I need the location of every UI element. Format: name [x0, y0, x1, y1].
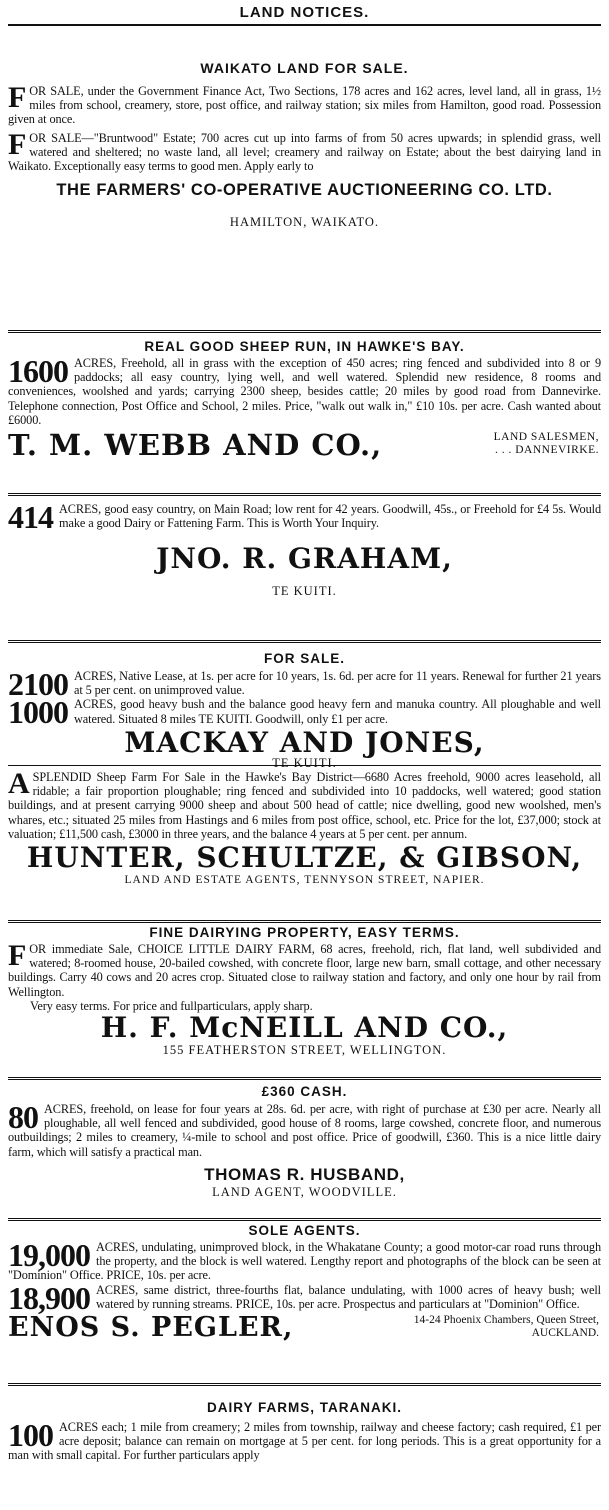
ad-hunter: [8, 767, 601, 920]
firm-address: LAND AGENT, WOODVILLE.: [212, 1184, 397, 1199]
ad-terms: Very easy terms. For price and fullparticulars, apply sharp.: [30, 998, 313, 1013]
ad-paragraph: [8, 939, 601, 999]
ad-graham: [8, 499, 601, 640]
ad-paragraph: [8, 127, 601, 174]
divider: [8, 1218, 601, 1221]
ad-paragraph: [8, 1417, 601, 1463]
drop-cap: F: [8, 939, 27, 972]
section-heading: REAL GOOD SHEEP RUN, IN HAWKE'S BAY.: [144, 339, 465, 354]
divider: [8, 493, 601, 496]
ad-text: ACRES, good heavy bush and the balance good heavy fern and manuka country. All ploughable and well watered. Situated 8 miles TE KUITI. Goodwill, only £1 per acre.: [74, 697, 601, 726]
acreage-number: 2100: [8, 666, 68, 702]
agent-line: . . . DANNEVIRKE.: [494, 444, 599, 457]
ad-text: ACRES, freehold, on lease for four years at 28s. 6d. per acre, with right of purchase at £30 per acre. Nearly all ploughable, all well fenced and subdivided, good house of 8 rooms, large cowshed, concrete floor, and numerous outbuildings; 2 miles to creamery, ¼-mile to school and post office. Price of goodwill, £360. This is a nice little dairy farm, which will satisfy a practical man.: [8, 1102, 601, 1159]
ad-paragraph: [8, 499, 601, 535]
firm-name: HUNTER, SCHULTZE, & GIBSON,: [26, 841, 583, 875]
ad-text: OR SALE—"Bruntwood" Estate; 700 acres cut up into farms of from 50 acres upwards; in splendid grass, well watered and sheltered; no waste land, all level; creamery and railway on Estate; about the best dairying land in Waikato. Exceptionally easy terms to good men. Apply early to: [8, 130, 601, 174]
ad-text: OR immediate Sale, CHOICE LITTLE DAIRY FARM, 68 acres, freehold, rich, flat land, well subdivided and watered; 8-roomed house, 20-bailed cowshed, with concrete floor, large new barn, small cottage, and other necessary buildings. Carry 40 cows and 20 acres crop. Situated close to railway station and factory, and only one hour by rail from Wellington.: [8, 942, 601, 999]
section-heading: £360 CASH.: [261, 1084, 348, 1099]
section-heading: FOR SALE.: [263, 651, 345, 666]
ad-paragraph: [8, 666, 601, 702]
firm-address: [414, 1314, 599, 1340]
drop-cap: F: [8, 127, 27, 161]
section-heading: WAIKATO LAND FOR SALE.: [200, 60, 409, 76]
firm-address: [494, 431, 599, 457]
firm-address: TE KUITI.: [272, 584, 337, 599]
ad-paragraph: [8, 1279, 601, 1316]
drop-cap: A: [8, 767, 30, 800]
ad-text: ACRES, Freehold, all in grass with the exception of 450 acres; ring fenced and subdivided into 8 or 9 paddocks; all easy country, lying well, and well watered. Splendid new residence, 8 rooms and conveniences, woolshed and yards; carrying 2300 sheep, besides cattle; 20 miles by good road from Dannevirke. Telephone connection, Post Office and School, 2 miles. Price, "walk out walk in," £10 10s. per acre. Cash wanted about £6000.: [8, 356, 601, 427]
firm-name: THE FARMERS' CO-OPERATIVE AUCTIONEERING CO. LTD.: [56, 181, 553, 200]
acreage-number: 18,900: [8, 1279, 90, 1316]
section-heading: DAIRY FARMS, TARANAKI.: [206, 1400, 402, 1415]
acreage-number: 19,000: [8, 1237, 90, 1273]
firm-address: LAND AND ESTATE AGENTS, TENNYSON STREET, NAPIER.: [124, 874, 485, 887]
firm-name: MACKAY AND JONES,: [124, 725, 485, 759]
firm-name: ENOS S. PEGLER,: [8, 1312, 294, 1344]
firm-name: JNO. R. GRAHAM,: [156, 542, 453, 576]
divider: [8, 1077, 601, 1080]
firm-address: TE KUITI.: [272, 755, 337, 770]
firm-name: THOMAS R. HUSBAND,: [204, 1164, 405, 1184]
divider: [8, 1383, 601, 1386]
ad-text: SPLENDID Sheep Farm For Sale in the Hawke's Bay District—6680 Acres freehold, 9000 acres leasehold, all ridable; a fair proportion ploughable; ring fenced and subdivided into 10 paddocks, well watered; good station buildings, and at present carrying 9000 sheep and about 500 head of cattle; nice dwelling, good new woolshed, men's whares, etc.; situated 25 miles from Hastings and 6 miles from post office, school, etc. Price for the lot, £37,000; stock at valuation; £11,500 cash, £3000 in three years, and the balance 4 years at 5 per cent. per annum.: [8, 770, 601, 841]
acreage-number: 100: [8, 1417, 53, 1453]
firm-name: H. F. McNEILL AND CO.,: [100, 1011, 509, 1045]
acreage-number: 1000: [8, 694, 68, 731]
address-line: 14-24 Phoenix Chambers, Queen Street,: [413, 1314, 599, 1327]
agent-line: LAND SALESMEN,: [493, 431, 599, 444]
firm-address: HAMILTON, WAIKATO.: [229, 215, 380, 230]
divider: [8, 920, 601, 923]
ad-paragraph: [8, 81, 601, 127]
ad-paragraph: [8, 694, 601, 731]
ad-mackay: [8, 651, 601, 770]
ad-pegler: [8, 1223, 601, 1383]
ad-paragraph: [8, 767, 601, 841]
section-heading: FINE DAIRYING PROPERTY, EASY TERMS.: [149, 925, 460, 940]
divider: [8, 640, 601, 643]
divider: [8, 24, 601, 26]
ad-waikato: [8, 60, 601, 330]
ad-text: ACRES, Native Lease, at 1s. per acre for 10 years, 1s. 6d. per acre for 11 years. Renewal for further 21 years at 5 per cent. on unimproved value.: [74, 669, 601, 698]
firm-address: 155 FEATHERSTON STREET, WELLINGTON.: [162, 1043, 447, 1058]
firm-name: T. M. WEBB AND CO.,: [8, 428, 383, 463]
ad-taranaki: [8, 1400, 601, 1510]
page-title: LAND NOTICES.: [239, 4, 370, 21]
firm-row: [8, 1313, 601, 1343]
ad-text: OR SALE, under the Government Finance Act, Two Sections, 178 acres and 162 acres, level land, all in grass, 1½ miles from school, creamery, store, post office, and railway station; six miles from Hamilton, good road. Possession given at once.: [8, 84, 601, 127]
ad-text: ACRES, same district, three-fourths flat, balance undulating, with 1000 acres of heavy bush; well watered by running streams. PRICE, 10s. per acre. Prospectus and particulars at "Dominion" Office.: [96, 1282, 601, 1311]
firm-row: [8, 428, 601, 463]
ad-paragraph: [8, 1099, 601, 1159]
acreage-number: 414: [8, 499, 53, 535]
ad-mcneill: [8, 925, 601, 1077]
divider: [8, 330, 601, 333]
ad-text: ACRES, good easy country, on Main Road; low rent for 42 years. Goodwill, 45s., or Freehold for £4 5s. Would make a good Dairy or Fattening Farm. This is Worth Your Inquiry.: [59, 502, 601, 531]
acreage-number: 80: [8, 1099, 38, 1135]
ad-text: ACRES, undulating, unimproved block, in the Whakatane County; a good motor-car road runs through the property, and the block is well watered. Lengthy report and photographs of the block can be seen at "Dominion" Office. PRICE, 10s. per acre.: [8, 1240, 601, 1283]
acreage-number: 1600: [8, 353, 68, 389]
ad-husband: [8, 1084, 601, 1218]
section-heading: SOLE AGENTS.: [248, 1223, 361, 1238]
drop-cap: F: [8, 81, 27, 114]
page: [8, 0, 601, 1510]
ad-paragraph: [8, 353, 601, 427]
ad-hawkes-bay: [8, 339, 601, 493]
ad-text: ACRES each; 1 mile from creamery; 2 miles from township, railway and cheese factory; cash required, £1 per acre deposit; balance can remain on mortgage at 5 per cent. for long periods. This is a great opportunity for a man with small capital. For further particulars apply: [8, 1420, 601, 1463]
ad-paragraph: [8, 1237, 601, 1283]
address-line: AUCKLAND.: [531, 1327, 599, 1340]
